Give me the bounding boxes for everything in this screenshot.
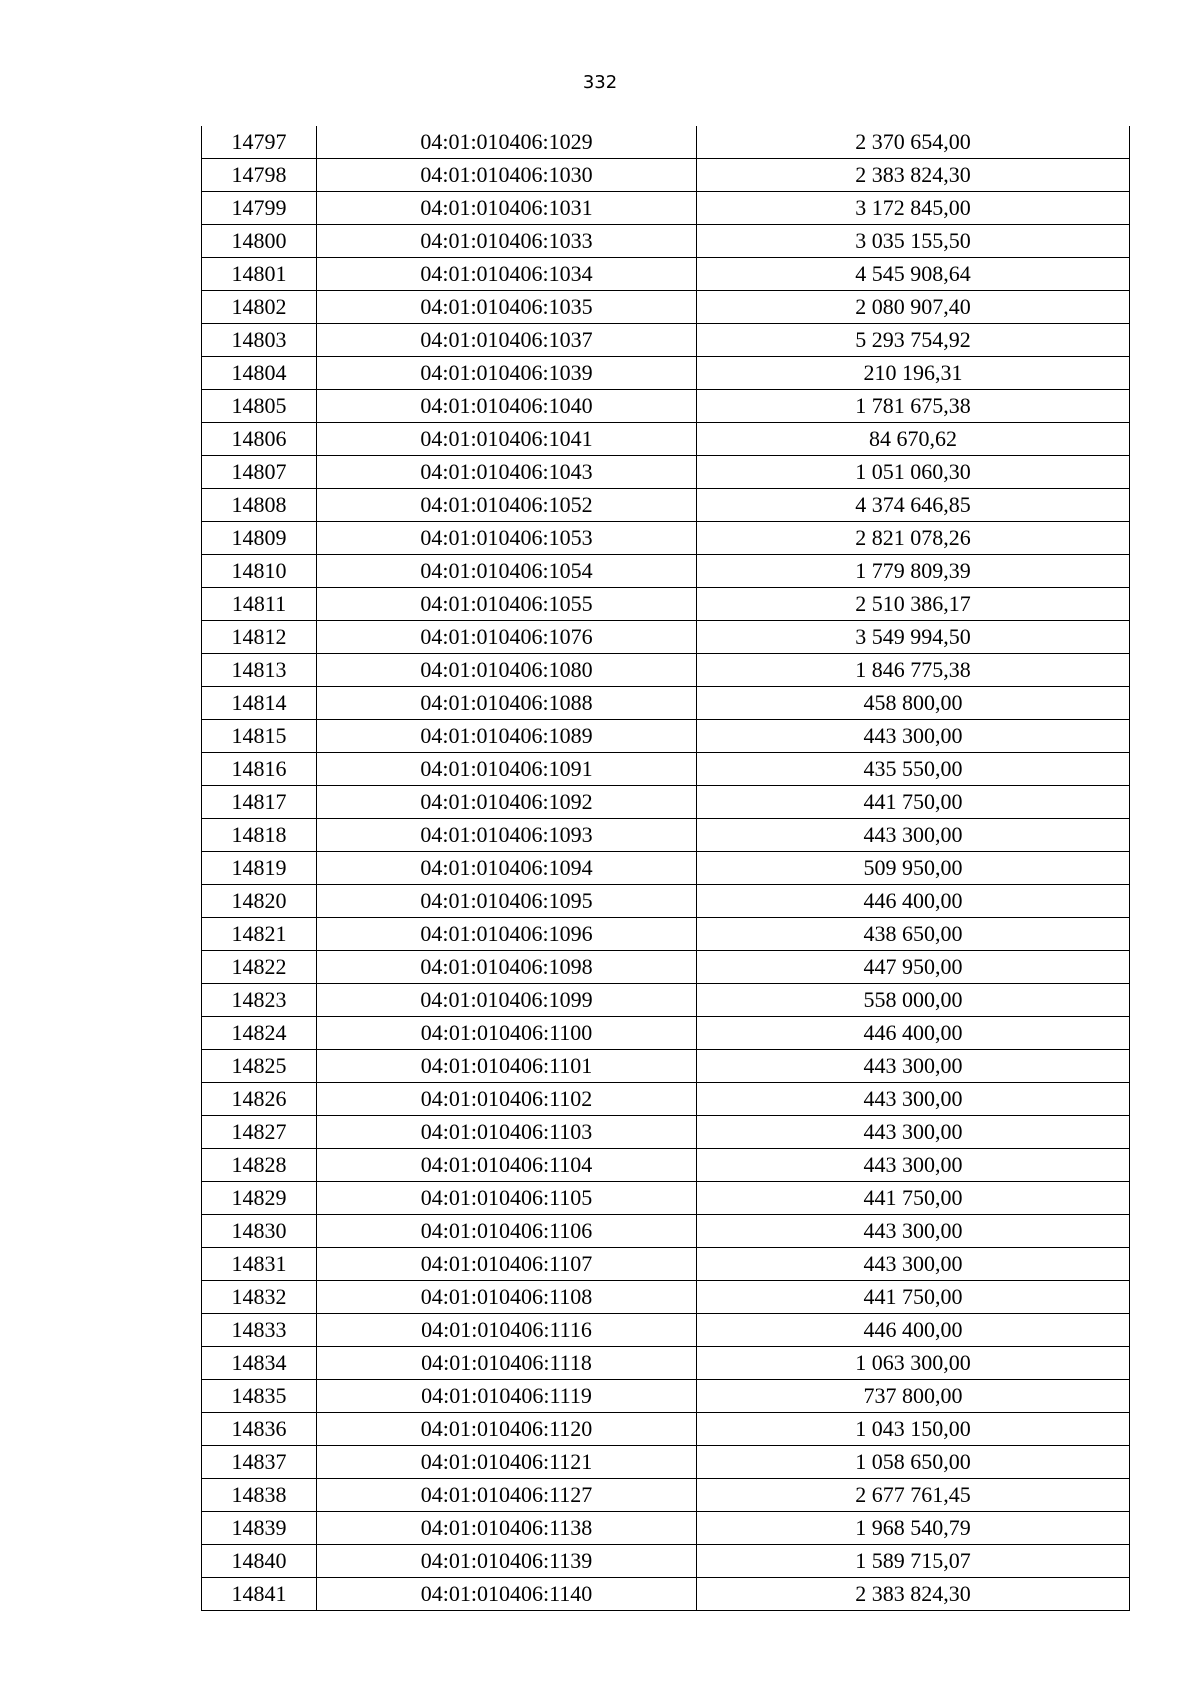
cadastral-number-cell: 04:01:010406:1103 xyxy=(317,1116,697,1149)
table-row xyxy=(202,258,1130,291)
table-row xyxy=(202,1083,1130,1116)
cadastral-value-cell: 443 300,00 xyxy=(697,819,1130,852)
table-row xyxy=(202,225,1130,258)
cadastral-value-cell: 2 821 078,26 xyxy=(697,522,1130,555)
row-number-cell: 14828 xyxy=(202,1149,317,1182)
table-row xyxy=(202,1050,1130,1083)
table-row xyxy=(202,1545,1130,1578)
table-row xyxy=(202,456,1130,489)
cadastral-value-cell: 446 400,00 xyxy=(697,885,1130,918)
table-row xyxy=(202,357,1130,390)
cadastral-number-cell: 04:01:010406:1104 xyxy=(317,1149,697,1182)
table-row xyxy=(202,654,1130,687)
table-row xyxy=(202,555,1130,588)
row-number-cell: 14808 xyxy=(202,489,317,522)
row-number-cell: 14820 xyxy=(202,885,317,918)
cadastral-number-cell: 04:01:010406:1039 xyxy=(317,357,697,390)
cadastral-value-cell: 443 300,00 xyxy=(697,1083,1130,1116)
cadastral-number-cell: 04:01:010406:1053 xyxy=(317,522,697,555)
cadastral-number-cell: 04:01:010406:1055 xyxy=(317,588,697,621)
cadastral-value-cell: 441 750,00 xyxy=(697,786,1130,819)
cadastral-value-cell: 443 300,00 xyxy=(697,1050,1130,1083)
cadastral-value-cell: 558 000,00 xyxy=(697,984,1130,1017)
cadastral-value-cell: 2 383 824,30 xyxy=(697,159,1130,192)
table-row xyxy=(202,291,1130,324)
cadastral-number-cell: 04:01:010406:1029 xyxy=(317,126,697,159)
row-number-cell: 14804 xyxy=(202,357,317,390)
cadastral-value-cell: 3 035 155,50 xyxy=(697,225,1130,258)
table-row xyxy=(202,1314,1130,1347)
cadastral-value-cell: 4 545 908,64 xyxy=(697,258,1130,291)
table-row xyxy=(202,1017,1130,1050)
cadastral-value-cell: 435 550,00 xyxy=(697,753,1130,786)
cadastral-number-cell: 04:01:010406:1076 xyxy=(317,621,697,654)
cadastral-value-cell: 509 950,00 xyxy=(697,852,1130,885)
row-number-cell: 14825 xyxy=(202,1050,317,1083)
table-row xyxy=(202,126,1130,159)
cadastral-number-cell: 04:01:010406:1139 xyxy=(317,1545,697,1578)
row-number-cell: 14831 xyxy=(202,1248,317,1281)
row-number-cell: 14841 xyxy=(202,1578,317,1611)
cadastral-number-cell: 04:01:010406:1034 xyxy=(317,258,697,291)
cadastral-value-cell: 3 549 994,50 xyxy=(697,621,1130,654)
cadastral-number-cell: 04:01:010406:1035 xyxy=(317,291,697,324)
cadastral-value-cell: 3 172 845,00 xyxy=(697,192,1130,225)
row-number-cell: 14838 xyxy=(202,1479,317,1512)
cadastral-number-cell: 04:01:010406:1089 xyxy=(317,720,697,753)
cadastral-value-cell: 4 374 646,85 xyxy=(697,489,1130,522)
table-row xyxy=(202,621,1130,654)
row-number-cell: 14822 xyxy=(202,951,317,984)
cadastral-number-cell: 04:01:010406:1091 xyxy=(317,753,697,786)
table-row xyxy=(202,1479,1130,1512)
row-number-cell: 14809 xyxy=(202,522,317,555)
cadastral-value-table xyxy=(201,126,1130,1611)
row-number-cell: 14806 xyxy=(202,423,317,456)
row-number-cell: 14836 xyxy=(202,1413,317,1446)
cadastral-number-cell: 04:01:010406:1099 xyxy=(317,984,697,1017)
row-number-cell: 14830 xyxy=(202,1215,317,1248)
row-number-cell: 14807 xyxy=(202,456,317,489)
cadastral-value-cell: 1 058 650,00 xyxy=(697,1446,1130,1479)
cadastral-number-cell: 04:01:010406:1121 xyxy=(317,1446,697,1479)
table-row xyxy=(202,522,1130,555)
cadastral-value-cell: 1 051 060,30 xyxy=(697,456,1130,489)
cadastral-value-cell: 446 400,00 xyxy=(697,1314,1130,1347)
cadastral-value-cell: 1 846 775,38 xyxy=(697,654,1130,687)
row-number-cell: 14814 xyxy=(202,687,317,720)
table-row xyxy=(202,720,1130,753)
cadastral-value-cell: 84 670,62 xyxy=(697,423,1130,456)
table-row xyxy=(202,489,1130,522)
row-number-cell: 14810 xyxy=(202,555,317,588)
table-row xyxy=(202,753,1130,786)
table-row xyxy=(202,1149,1130,1182)
row-number-cell: 14832 xyxy=(202,1281,317,1314)
cadastral-number-cell: 04:01:010406:1098 xyxy=(317,951,697,984)
table-row xyxy=(202,984,1130,1017)
cadastral-number-cell: 04:01:010406:1107 xyxy=(317,1248,697,1281)
cadastral-value-cell: 443 300,00 xyxy=(697,1215,1130,1248)
row-number-cell: 14837 xyxy=(202,1446,317,1479)
cadastral-value-cell: 443 300,00 xyxy=(697,1248,1130,1281)
cadastral-number-cell: 04:01:010406:1119 xyxy=(317,1380,697,1413)
cadastral-number-cell: 04:01:010406:1080 xyxy=(317,654,697,687)
table-row xyxy=(202,1413,1130,1446)
row-number-cell: 14835 xyxy=(202,1380,317,1413)
table-row xyxy=(202,1578,1130,1611)
page-number: 332 xyxy=(582,72,618,93)
table-body xyxy=(202,126,1130,1611)
cadastral-value-cell: 1 589 715,07 xyxy=(697,1545,1130,1578)
row-number-cell: 14833 xyxy=(202,1314,317,1347)
cadastral-number-cell: 04:01:010406:1043 xyxy=(317,456,697,489)
cadastral-number-cell: 04:01:010406:1094 xyxy=(317,852,697,885)
cadastral-number-cell: 04:01:010406:1102 xyxy=(317,1083,697,1116)
row-number-cell: 14800 xyxy=(202,225,317,258)
row-number-cell: 14819 xyxy=(202,852,317,885)
row-number-cell: 14802 xyxy=(202,291,317,324)
row-number-cell: 14834 xyxy=(202,1347,317,1380)
cadastral-value-cell: 1 063 300,00 xyxy=(697,1347,1130,1380)
cadastral-value-cell: 5 293 754,92 xyxy=(697,324,1130,357)
row-number-cell: 14813 xyxy=(202,654,317,687)
cadastral-number-cell: 04:01:010406:1127 xyxy=(317,1479,697,1512)
cadastral-value-cell: 443 300,00 xyxy=(697,1149,1130,1182)
table-row xyxy=(202,1281,1130,1314)
cadastral-number-cell: 04:01:010406:1096 xyxy=(317,918,697,951)
cadastral-value-cell: 2 383 824,30 xyxy=(697,1578,1130,1611)
cadastral-value-cell: 441 750,00 xyxy=(697,1281,1130,1314)
cadastral-number-cell: 04:01:010406:1041 xyxy=(317,423,697,456)
cadastral-value-cell: 2 370 654,00 xyxy=(697,126,1130,159)
table-row xyxy=(202,885,1130,918)
cadastral-value-cell: 2 080 907,40 xyxy=(697,291,1130,324)
cadastral-number-cell: 04:01:010406:1037 xyxy=(317,324,697,357)
cadastral-number-cell: 04:01:010406:1120 xyxy=(317,1413,697,1446)
row-number-cell: 14818 xyxy=(202,819,317,852)
table-row xyxy=(202,951,1130,984)
table-row xyxy=(202,192,1130,225)
cadastral-value-cell: 210 196,31 xyxy=(697,357,1130,390)
row-number-cell: 14823 xyxy=(202,984,317,1017)
cadastral-value-cell: 737 800,00 xyxy=(697,1380,1130,1413)
cadastral-number-cell: 04:01:010406:1054 xyxy=(317,555,697,588)
table-row xyxy=(202,786,1130,819)
row-number-cell: 14816 xyxy=(202,753,317,786)
cadastral-number-cell: 04:01:010406:1108 xyxy=(317,1281,697,1314)
cadastral-value-cell: 2 677 761,45 xyxy=(697,1479,1130,1512)
row-number-cell: 14824 xyxy=(202,1017,317,1050)
table-row xyxy=(202,918,1130,951)
cadastral-value-cell: 446 400,00 xyxy=(697,1017,1130,1050)
cadastral-value-cell: 443 300,00 xyxy=(697,1116,1130,1149)
table-row xyxy=(202,1116,1130,1149)
cadastral-value-cell: 458 800,00 xyxy=(697,687,1130,720)
row-number-cell: 14801 xyxy=(202,258,317,291)
cadastral-number-cell: 04:01:010406:1105 xyxy=(317,1182,697,1215)
cadastral-number-cell: 04:01:010406:1116 xyxy=(317,1314,697,1347)
cadastral-number-cell: 04:01:010406:1093 xyxy=(317,819,697,852)
row-number-cell: 14826 xyxy=(202,1083,317,1116)
row-number-cell: 14815 xyxy=(202,720,317,753)
cadastral-number-cell: 04:01:010406:1092 xyxy=(317,786,697,819)
table-row xyxy=(202,852,1130,885)
table-row xyxy=(202,1347,1130,1380)
cadastral-number-cell: 04:01:010406:1033 xyxy=(317,225,697,258)
row-number-cell: 14799 xyxy=(202,192,317,225)
cadastral-number-cell: 04:01:010406:1095 xyxy=(317,885,697,918)
table-row xyxy=(202,819,1130,852)
cadastral-number-cell: 04:01:010406:1118 xyxy=(317,1347,697,1380)
cadastral-value-cell: 443 300,00 xyxy=(697,720,1130,753)
row-number-cell: 14803 xyxy=(202,324,317,357)
cadastral-number-cell: 04:01:010406:1030 xyxy=(317,159,697,192)
cadastral-number-cell: 04:01:010406:1052 xyxy=(317,489,697,522)
table-row xyxy=(202,1248,1130,1281)
cadastral-number-cell: 04:01:010406:1031 xyxy=(317,192,697,225)
cadastral-number-cell: 04:01:010406:1140 xyxy=(317,1578,697,1611)
table-row xyxy=(202,1446,1130,1479)
cadastral-value-cell: 447 950,00 xyxy=(697,951,1130,984)
cadastral-number-cell: 04:01:010406:1138 xyxy=(317,1512,697,1545)
row-number-cell: 14812 xyxy=(202,621,317,654)
cadastral-number-cell: 04:01:010406:1106 xyxy=(317,1215,697,1248)
cadastral-value-cell: 1 968 540,79 xyxy=(697,1512,1130,1545)
row-number-cell: 14827 xyxy=(202,1116,317,1149)
cadastral-value-cell: 438 650,00 xyxy=(697,918,1130,951)
row-number-cell: 14817 xyxy=(202,786,317,819)
cadastral-value-cell: 2 510 386,17 xyxy=(697,588,1130,621)
table-row xyxy=(202,687,1130,720)
row-number-cell: 14805 xyxy=(202,390,317,423)
cadastral-number-cell: 04:01:010406:1040 xyxy=(317,390,697,423)
table-row xyxy=(202,159,1130,192)
table-row xyxy=(202,390,1130,423)
cadastral-value-cell: 1 781 675,38 xyxy=(697,390,1130,423)
row-number-cell: 14839 xyxy=(202,1512,317,1545)
cadastral-value-cell: 1 043 150,00 xyxy=(697,1413,1130,1446)
row-number-cell: 14840 xyxy=(202,1545,317,1578)
cadastral-value-cell: 441 750,00 xyxy=(697,1182,1130,1215)
table-row xyxy=(202,423,1130,456)
row-number-cell: 14798 xyxy=(202,159,317,192)
cadastral-number-cell: 04:01:010406:1100 xyxy=(317,1017,697,1050)
table-row xyxy=(202,324,1130,357)
row-number-cell: 14797 xyxy=(202,126,317,159)
table-row xyxy=(202,1215,1130,1248)
table-row xyxy=(202,1182,1130,1215)
table-row xyxy=(202,588,1130,621)
row-number-cell: 14821 xyxy=(202,918,317,951)
table-row xyxy=(202,1512,1130,1545)
cadastral-value-cell: 1 779 809,39 xyxy=(697,555,1130,588)
cadastral-number-cell: 04:01:010406:1101 xyxy=(317,1050,697,1083)
row-number-cell: 14829 xyxy=(202,1182,317,1215)
row-number-cell: 14811 xyxy=(202,588,317,621)
cadastral-number-cell: 04:01:010406:1088 xyxy=(317,687,697,720)
table-row xyxy=(202,1380,1130,1413)
